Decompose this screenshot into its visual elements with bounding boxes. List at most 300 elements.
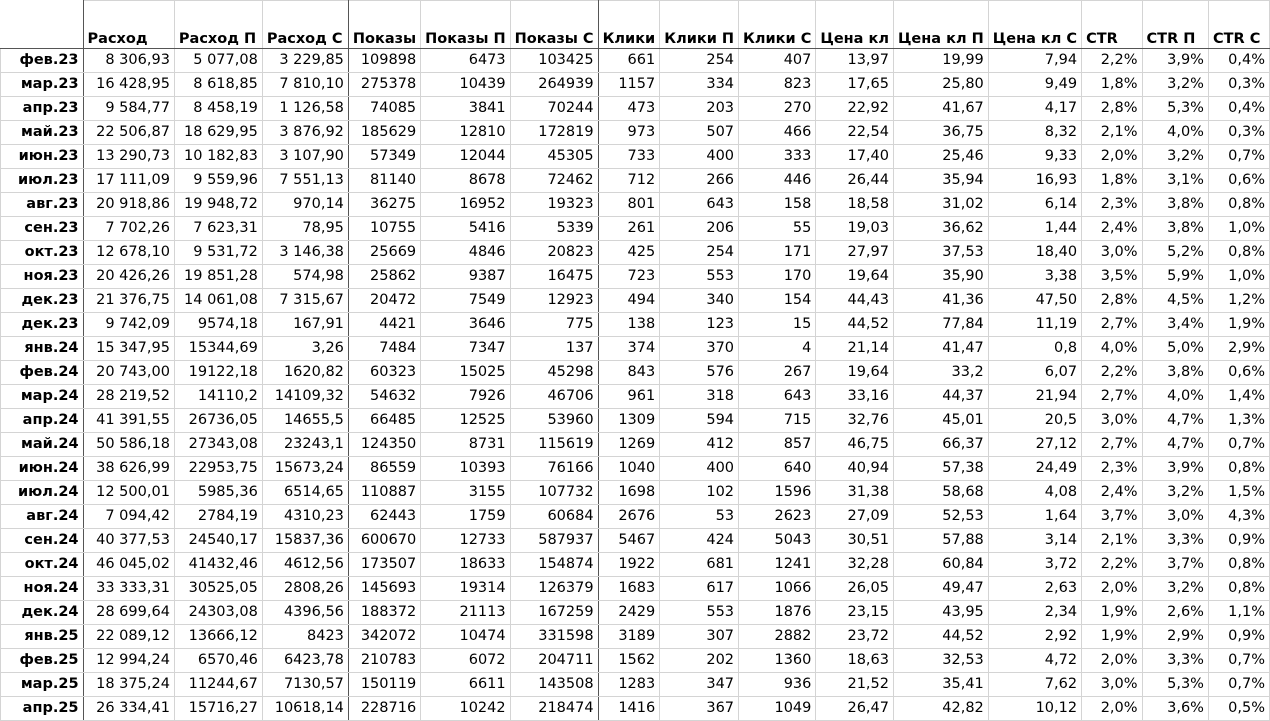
table-cell[interactable]: 0,7% bbox=[1208, 145, 1269, 169]
table-cell[interactable]: 0,7% bbox=[1208, 433, 1269, 457]
table-cell[interactable]: 3155 bbox=[421, 481, 510, 505]
table-cell[interactable]: 72462 bbox=[510, 169, 598, 193]
table-cell[interactable]: 275378 bbox=[348, 73, 420, 97]
table-cell[interactable]: 13 290,73 bbox=[83, 145, 174, 169]
table-cell[interactable]: 74085 bbox=[348, 97, 420, 121]
row-month-label[interactable]: ноя.23 bbox=[1, 265, 84, 289]
table-cell[interactable]: 3,0% bbox=[1082, 241, 1142, 265]
table-cell[interactable]: 36275 bbox=[348, 193, 420, 217]
table-cell[interactable]: 2,3% bbox=[1082, 457, 1142, 481]
table-cell[interactable]: 5043 bbox=[739, 529, 816, 553]
table-cell[interactable]: 0,8% bbox=[1208, 241, 1269, 265]
table-cell[interactable]: 1,5% bbox=[1208, 481, 1269, 505]
table-cell[interactable]: 347 bbox=[660, 673, 739, 697]
table-cell[interactable]: 16,93 bbox=[988, 169, 1081, 193]
table-cell[interactable]: 3,2% bbox=[1142, 145, 1208, 169]
row-month-label[interactable]: июл.24 bbox=[1, 481, 84, 505]
table-cell[interactable]: 1283 bbox=[598, 673, 660, 697]
table-cell[interactable]: 9387 bbox=[421, 265, 510, 289]
table-cell[interactable]: 30,51 bbox=[816, 529, 894, 553]
table-cell[interactable]: 1876 bbox=[739, 601, 816, 625]
table-cell[interactable]: 138 bbox=[598, 313, 660, 337]
table-cell[interactable]: 36,75 bbox=[893, 121, 988, 145]
row-month-label[interactable]: авг.23 bbox=[1, 193, 84, 217]
table-cell[interactable]: 1040 bbox=[598, 457, 660, 481]
table-cell[interactable]: 102 bbox=[660, 481, 739, 505]
table-cell[interactable]: 35,90 bbox=[893, 265, 988, 289]
table-cell[interactable]: 41 391,55 bbox=[83, 409, 174, 433]
column-header[interactable]: CTR bbox=[1082, 1, 1142, 49]
table-cell[interactable]: 26,47 bbox=[816, 697, 894, 721]
table-cell[interactable]: 19314 bbox=[421, 577, 510, 601]
table-cell[interactable]: 0,8% bbox=[1208, 577, 1269, 601]
table-cell[interactable]: 1620,82 bbox=[262, 361, 348, 385]
row-month-label[interactable]: мар.24 bbox=[1, 385, 84, 409]
header-corner[interactable] bbox=[1, 1, 84, 49]
table-cell[interactable]: 1562 bbox=[598, 649, 660, 673]
table-cell[interactable]: 3,9% bbox=[1142, 49, 1208, 73]
table-cell[interactable]: 342072 bbox=[348, 625, 420, 649]
table-cell[interactable]: 13666,12 bbox=[174, 625, 262, 649]
table-cell[interactable]: 22 089,12 bbox=[83, 625, 174, 649]
table-cell[interactable]: 7,94 bbox=[988, 49, 1081, 73]
table-cell[interactable]: 2,4% bbox=[1082, 217, 1142, 241]
table-cell[interactable]: 167,91 bbox=[262, 313, 348, 337]
table-cell[interactable]: 643 bbox=[660, 193, 739, 217]
table-cell[interactable]: 0,5% bbox=[1208, 697, 1269, 721]
table-cell[interactable]: 473 bbox=[598, 97, 660, 121]
table-cell[interactable]: 2676 bbox=[598, 505, 660, 529]
table-cell[interactable]: 19122,18 bbox=[174, 361, 262, 385]
table-cell[interactable]: 425 bbox=[598, 241, 660, 265]
table-cell[interactable]: 19323 bbox=[510, 193, 598, 217]
table-cell[interactable]: 204711 bbox=[510, 649, 598, 673]
table-cell[interactable]: 38 626,99 bbox=[83, 457, 174, 481]
table-cell[interactable]: 3,7% bbox=[1082, 505, 1142, 529]
table-cell[interactable]: 32,76 bbox=[816, 409, 894, 433]
table-cell[interactable]: 7,62 bbox=[988, 673, 1081, 697]
table-cell[interactable]: 2882 bbox=[739, 625, 816, 649]
table-cell[interactable]: 42,82 bbox=[893, 697, 988, 721]
table-cell[interactable]: 7130,57 bbox=[262, 673, 348, 697]
table-cell[interactable]: 20 743,00 bbox=[83, 361, 174, 385]
table-cell[interactable]: 33,2 bbox=[893, 361, 988, 385]
table-cell[interactable]: 640 bbox=[739, 457, 816, 481]
table-cell[interactable]: 46,75 bbox=[816, 433, 894, 457]
table-cell[interactable]: 333 bbox=[739, 145, 816, 169]
table-cell[interactable]: 1,9% bbox=[1082, 625, 1142, 649]
table-cell[interactable]: 3,3% bbox=[1142, 649, 1208, 673]
table-cell[interactable]: 6,07 bbox=[988, 361, 1081, 385]
table-cell[interactable]: 424 bbox=[660, 529, 739, 553]
table-cell[interactable]: 27343,08 bbox=[174, 433, 262, 457]
table-cell[interactable]: 25,46 bbox=[893, 145, 988, 169]
table-cell[interactable]: 600670 bbox=[348, 529, 420, 553]
table-cell[interactable]: 109898 bbox=[348, 49, 420, 73]
table-cell[interactable]: 115619 bbox=[510, 433, 598, 457]
table-cell[interactable]: 0,8% bbox=[1208, 457, 1269, 481]
table-cell[interactable]: 4,08 bbox=[988, 481, 1081, 505]
table-cell[interactable]: 9,49 bbox=[988, 73, 1081, 97]
table-cell[interactable]: 9 559,96 bbox=[174, 169, 262, 193]
table-cell[interactable]: 857 bbox=[739, 433, 816, 457]
table-cell[interactable]: 35,94 bbox=[893, 169, 988, 193]
table-cell[interactable]: 3,26 bbox=[262, 337, 348, 361]
row-month-label[interactable]: окт.24 bbox=[1, 553, 84, 577]
table-cell[interactable]: 19,64 bbox=[816, 265, 894, 289]
table-cell[interactable]: 20 426,26 bbox=[83, 265, 174, 289]
table-cell[interactable]: 617 bbox=[660, 577, 739, 601]
table-cell[interactable]: 5,0% bbox=[1142, 337, 1208, 361]
table-cell[interactable]: 3,9% bbox=[1142, 457, 1208, 481]
table-cell[interactable]: 188372 bbox=[348, 601, 420, 625]
table-cell[interactable]: 14 061,08 bbox=[174, 289, 262, 313]
table-cell[interactable]: 171 bbox=[739, 241, 816, 265]
table-cell[interactable]: 5416 bbox=[421, 217, 510, 241]
table-cell[interactable]: 15673,24 bbox=[262, 457, 348, 481]
table-cell[interactable]: 41,36 bbox=[893, 289, 988, 313]
table-cell[interactable]: 1066 bbox=[739, 577, 816, 601]
table-cell[interactable]: 23,15 bbox=[816, 601, 894, 625]
table-cell[interactable]: 10618,14 bbox=[262, 697, 348, 721]
table-cell[interactable]: 22953,75 bbox=[174, 457, 262, 481]
table-cell[interactable]: 6570,46 bbox=[174, 649, 262, 673]
table-cell[interactable]: 15344,69 bbox=[174, 337, 262, 361]
table-cell[interactable]: 775 bbox=[510, 313, 598, 337]
table-cell[interactable]: 22 506,87 bbox=[83, 121, 174, 145]
table-cell[interactable]: 270 bbox=[739, 97, 816, 121]
table-cell[interactable]: 3,0% bbox=[1142, 505, 1208, 529]
table-cell[interactable]: 1,44 bbox=[988, 217, 1081, 241]
table-cell[interactable]: 45298 bbox=[510, 361, 598, 385]
column-header[interactable]: Клики bbox=[598, 1, 660, 49]
row-month-label[interactable]: фев.24 bbox=[1, 361, 84, 385]
table-cell[interactable]: 574,98 bbox=[262, 265, 348, 289]
table-cell[interactable]: 4612,56 bbox=[262, 553, 348, 577]
table-cell[interactable]: 27,12 bbox=[988, 433, 1081, 457]
table-cell[interactable]: 261 bbox=[598, 217, 660, 241]
table-cell[interactable]: 30525,05 bbox=[174, 577, 262, 601]
table-cell[interactable]: 107732 bbox=[510, 481, 598, 505]
table-cell[interactable]: 57,38 bbox=[893, 457, 988, 481]
table-cell[interactable]: 60,84 bbox=[893, 553, 988, 577]
table-cell[interactable]: 3,8% bbox=[1142, 361, 1208, 385]
row-month-label[interactable]: янв.24 bbox=[1, 337, 84, 361]
table-cell[interactable]: 12 500,01 bbox=[83, 481, 174, 505]
table-cell[interactable]: 331598 bbox=[510, 625, 598, 649]
table-cell[interactable]: 2,8% bbox=[1082, 97, 1142, 121]
table-cell[interactable]: 10439 bbox=[421, 73, 510, 97]
table-cell[interactable]: 81140 bbox=[348, 169, 420, 193]
table-cell[interactable]: 20,5 bbox=[988, 409, 1081, 433]
table-cell[interactable]: 25,80 bbox=[893, 73, 988, 97]
table-cell[interactable]: 712 bbox=[598, 169, 660, 193]
table-cell[interactable]: 20472 bbox=[348, 289, 420, 313]
table-cell[interactable]: 0,8% bbox=[1208, 193, 1269, 217]
table-cell[interactable]: 10474 bbox=[421, 625, 510, 649]
row-month-label[interactable]: июн.23 bbox=[1, 145, 84, 169]
table-cell[interactable]: 7 810,10 bbox=[262, 73, 348, 97]
table-cell[interactable]: 1157 bbox=[598, 73, 660, 97]
table-cell[interactable]: 936 bbox=[739, 673, 816, 697]
table-cell[interactable]: 4,3% bbox=[1208, 505, 1269, 529]
table-cell[interactable]: 10242 bbox=[421, 697, 510, 721]
table-cell[interactable]: 41432,46 bbox=[174, 553, 262, 577]
table-cell[interactable]: 11,19 bbox=[988, 313, 1081, 337]
table-cell[interactable]: 973 bbox=[598, 121, 660, 145]
row-month-label[interactable]: май.23 bbox=[1, 121, 84, 145]
table-cell[interactable]: 60323 bbox=[348, 361, 420, 385]
table-cell[interactable]: 334 bbox=[660, 73, 739, 97]
table-cell[interactable]: 20823 bbox=[510, 241, 598, 265]
table-cell[interactable]: 2,7% bbox=[1082, 313, 1142, 337]
table-cell[interactable]: 3 876,92 bbox=[262, 121, 348, 145]
table-cell[interactable]: 1,4% bbox=[1208, 385, 1269, 409]
table-cell[interactable]: 32,28 bbox=[816, 553, 894, 577]
column-header[interactable]: Расход С bbox=[262, 1, 348, 49]
row-month-label[interactable]: окт.23 bbox=[1, 241, 84, 265]
table-cell[interactable]: 266 bbox=[660, 169, 739, 193]
table-cell[interactable]: 2,1% bbox=[1082, 121, 1142, 145]
table-cell[interactable]: 2,9% bbox=[1208, 337, 1269, 361]
table-cell[interactable]: 4,72 bbox=[988, 649, 1081, 673]
table-cell[interactable]: 4,0% bbox=[1142, 385, 1208, 409]
table-cell[interactable]: 2,3% bbox=[1082, 193, 1142, 217]
row-month-label[interactable]: май.24 bbox=[1, 433, 84, 457]
table-cell[interactable]: 3,14 bbox=[988, 529, 1081, 553]
row-month-label[interactable]: апр.24 bbox=[1, 409, 84, 433]
table-cell[interactable]: 18 629,95 bbox=[174, 121, 262, 145]
table-cell[interactable]: 5339 bbox=[510, 217, 598, 241]
table-cell[interactable]: 28 219,52 bbox=[83, 385, 174, 409]
table-cell[interactable]: 367 bbox=[660, 697, 739, 721]
table-cell[interactable]: 4 bbox=[739, 337, 816, 361]
table-cell[interactable]: 18633 bbox=[421, 553, 510, 577]
table-cell[interactable]: 8 458,19 bbox=[174, 97, 262, 121]
table-cell[interactable]: 41,67 bbox=[893, 97, 988, 121]
table-cell[interactable]: 1,64 bbox=[988, 505, 1081, 529]
table-cell[interactable]: 13,97 bbox=[816, 49, 894, 73]
table-cell[interactable]: 53 bbox=[660, 505, 739, 529]
table-cell[interactable]: 643 bbox=[739, 385, 816, 409]
table-cell[interactable]: 145693 bbox=[348, 577, 420, 601]
row-month-label[interactable]: дек.24 bbox=[1, 601, 84, 625]
table-cell[interactable]: 2429 bbox=[598, 601, 660, 625]
column-header[interactable]: CTR С bbox=[1208, 1, 1269, 49]
table-cell[interactable]: 9,33 bbox=[988, 145, 1081, 169]
table-cell[interactable]: 4,0% bbox=[1082, 337, 1142, 361]
table-cell[interactable]: 2,63 bbox=[988, 577, 1081, 601]
table-cell[interactable]: 8,32 bbox=[988, 121, 1081, 145]
table-cell[interactable]: 5,3% bbox=[1142, 673, 1208, 697]
table-cell[interactable]: 7549 bbox=[421, 289, 510, 313]
table-cell[interactable]: 1596 bbox=[739, 481, 816, 505]
table-cell[interactable]: 594 bbox=[660, 409, 739, 433]
table-cell[interactable]: 26 334,41 bbox=[83, 697, 174, 721]
table-cell[interactable]: 6,14 bbox=[988, 193, 1081, 217]
table-cell[interactable]: 4,0% bbox=[1142, 121, 1208, 145]
table-cell[interactable]: 2784,19 bbox=[174, 505, 262, 529]
table-cell[interactable]: 12923 bbox=[510, 289, 598, 313]
table-cell[interactable]: 0,4% bbox=[1208, 49, 1269, 73]
table-cell[interactable]: 15716,27 bbox=[174, 697, 262, 721]
table-cell[interactable]: 2,4% bbox=[1082, 481, 1142, 505]
row-month-label[interactable]: июл.23 bbox=[1, 169, 84, 193]
table-cell[interactable]: 961 bbox=[598, 385, 660, 409]
table-cell[interactable]: 2,2% bbox=[1082, 553, 1142, 577]
table-cell[interactable]: 36,62 bbox=[893, 217, 988, 241]
table-cell[interactable]: 318 bbox=[660, 385, 739, 409]
table-cell[interactable]: 27,09 bbox=[816, 505, 894, 529]
table-cell[interactable]: 7 551,13 bbox=[262, 169, 348, 193]
table-cell[interactable]: 3841 bbox=[421, 97, 510, 121]
table-cell[interactable]: 44,52 bbox=[893, 625, 988, 649]
table-cell[interactable]: 446 bbox=[739, 169, 816, 193]
column-header[interactable]: Показы С bbox=[510, 1, 598, 49]
table-cell[interactable]: 2,92 bbox=[988, 625, 1081, 649]
table-cell[interactable]: 3 146,38 bbox=[262, 241, 348, 265]
table-cell[interactable]: 715 bbox=[739, 409, 816, 433]
table-cell[interactable]: 0,4% bbox=[1208, 97, 1269, 121]
table-cell[interactable]: 24540,17 bbox=[174, 529, 262, 553]
table-cell[interactable]: 3,2% bbox=[1142, 73, 1208, 97]
table-cell[interactable]: 1,9% bbox=[1208, 313, 1269, 337]
table-cell[interactable]: 20 918,86 bbox=[83, 193, 174, 217]
table-cell[interactable]: 15837,36 bbox=[262, 529, 348, 553]
table-cell[interactable]: 3646 bbox=[421, 313, 510, 337]
table-cell[interactable]: 3,8% bbox=[1142, 217, 1208, 241]
table-cell[interactable]: 0,3% bbox=[1208, 121, 1269, 145]
table-cell[interactable]: 400 bbox=[660, 145, 739, 169]
table-cell[interactable]: 33,16 bbox=[816, 385, 894, 409]
table-cell[interactable]: 4,5% bbox=[1142, 289, 1208, 313]
table-cell[interactable]: 173507 bbox=[348, 553, 420, 577]
row-month-label[interactable]: мар.25 bbox=[1, 673, 84, 697]
table-cell[interactable]: 7 315,67 bbox=[262, 289, 348, 313]
table-cell[interactable]: 10393 bbox=[421, 457, 510, 481]
table-cell[interactable]: 3,5% bbox=[1082, 265, 1142, 289]
table-cell[interactable]: 10 182,83 bbox=[174, 145, 262, 169]
table-cell[interactable]: 3,8% bbox=[1142, 193, 1208, 217]
table-cell[interactable]: 37,53 bbox=[893, 241, 988, 265]
table-cell[interactable]: 66,37 bbox=[893, 433, 988, 457]
table-cell[interactable]: 1,8% bbox=[1082, 169, 1142, 193]
table-cell[interactable]: 26,44 bbox=[816, 169, 894, 193]
column-header[interactable]: Расход П bbox=[174, 1, 262, 49]
table-cell[interactable]: 43,95 bbox=[893, 601, 988, 625]
table-cell[interactable]: 12 994,24 bbox=[83, 649, 174, 673]
table-cell[interactable]: 41,47 bbox=[893, 337, 988, 361]
table-cell[interactable]: 31,38 bbox=[816, 481, 894, 505]
table-cell[interactable]: 110887 bbox=[348, 481, 420, 505]
table-cell[interactable]: 5,9% bbox=[1142, 265, 1208, 289]
table-cell[interactable]: 2,7% bbox=[1082, 385, 1142, 409]
table-cell[interactable]: 14655,5 bbox=[262, 409, 348, 433]
table-cell[interactable]: 7484 bbox=[348, 337, 420, 361]
table-cell[interactable]: 3,6% bbox=[1142, 697, 1208, 721]
table-cell[interactable]: 16475 bbox=[510, 265, 598, 289]
table-cell[interactable]: 45,01 bbox=[893, 409, 988, 433]
table-cell[interactable]: 1,0% bbox=[1208, 265, 1269, 289]
table-cell[interactable]: 2808,26 bbox=[262, 577, 348, 601]
table-cell[interactable]: 12733 bbox=[421, 529, 510, 553]
table-cell[interactable]: 823 bbox=[739, 73, 816, 97]
table-cell[interactable]: 77,84 bbox=[893, 313, 988, 337]
table-cell[interactable]: 407 bbox=[739, 49, 816, 73]
table-cell[interactable]: 1,9% bbox=[1082, 601, 1142, 625]
table-cell[interactable]: 19,03 bbox=[816, 217, 894, 241]
table-cell[interactable]: 587937 bbox=[510, 529, 598, 553]
table-cell[interactable]: 57,88 bbox=[893, 529, 988, 553]
table-cell[interactable]: 3,2% bbox=[1142, 481, 1208, 505]
table-cell[interactable]: 1049 bbox=[739, 697, 816, 721]
table-cell[interactable]: 18,58 bbox=[816, 193, 894, 217]
table-cell[interactable]: 681 bbox=[660, 553, 739, 577]
table-cell[interactable]: 158 bbox=[739, 193, 816, 217]
table-cell[interactable]: 44,43 bbox=[816, 289, 894, 313]
table-cell[interactable]: 19 851,28 bbox=[174, 265, 262, 289]
table-cell[interactable]: 23243,1 bbox=[262, 433, 348, 457]
table-cell[interactable]: 970,14 bbox=[262, 193, 348, 217]
table-cell[interactable]: 21,14 bbox=[816, 337, 894, 361]
table-cell[interactable]: 8678 bbox=[421, 169, 510, 193]
row-month-label[interactable]: сен.24 bbox=[1, 529, 84, 553]
table-cell[interactable]: 143508 bbox=[510, 673, 598, 697]
table-cell[interactable]: 45305 bbox=[510, 145, 598, 169]
table-cell[interactable]: 1,1% bbox=[1208, 601, 1269, 625]
table-cell[interactable]: 1309 bbox=[598, 409, 660, 433]
column-header[interactable]: CTR П bbox=[1142, 1, 1208, 49]
table-cell[interactable]: 50 586,18 bbox=[83, 433, 174, 457]
table-cell[interactable]: 24303,08 bbox=[174, 601, 262, 625]
table-cell[interactable]: 1759 bbox=[421, 505, 510, 529]
table-cell[interactable]: 9574,18 bbox=[174, 313, 262, 337]
table-cell[interactable]: 21,52 bbox=[816, 673, 894, 697]
table-cell[interactable]: 507 bbox=[660, 121, 739, 145]
table-cell[interactable]: 7926 bbox=[421, 385, 510, 409]
table-cell[interactable]: 3,38 bbox=[988, 265, 1081, 289]
column-header[interactable]: Показы П bbox=[421, 1, 510, 49]
table-cell[interactable]: 26,05 bbox=[816, 577, 894, 601]
table-cell[interactable]: 12044 bbox=[421, 145, 510, 169]
table-cell[interactable]: 2623 bbox=[739, 505, 816, 529]
table-cell[interactable]: 466 bbox=[739, 121, 816, 145]
table-cell[interactable]: 2,9% bbox=[1142, 625, 1208, 649]
table-cell[interactable]: 3 229,85 bbox=[262, 49, 348, 73]
table-cell[interactable]: 801 bbox=[598, 193, 660, 217]
table-cell[interactable]: 494 bbox=[598, 289, 660, 313]
table-cell[interactable]: 4396,56 bbox=[262, 601, 348, 625]
table-cell[interactable]: 170 bbox=[739, 265, 816, 289]
column-header[interactable]: Клики С bbox=[739, 1, 816, 49]
table-cell[interactable]: 76166 bbox=[510, 457, 598, 481]
table-cell[interactable]: 21,94 bbox=[988, 385, 1081, 409]
table-cell[interactable]: 5467 bbox=[598, 529, 660, 553]
table-cell[interactable]: 14109,32 bbox=[262, 385, 348, 409]
table-cell[interactable]: 661 bbox=[598, 49, 660, 73]
table-cell[interactable]: 52,53 bbox=[893, 505, 988, 529]
table-cell[interactable]: 24,49 bbox=[988, 457, 1081, 481]
table-cell[interactable]: 123 bbox=[660, 313, 739, 337]
table-cell[interactable]: 15025 bbox=[421, 361, 510, 385]
row-month-label[interactable]: сен.23 bbox=[1, 217, 84, 241]
table-cell[interactable]: 22,54 bbox=[816, 121, 894, 145]
table-cell[interactable]: 0,7% bbox=[1208, 673, 1269, 697]
table-cell[interactable]: 8 618,85 bbox=[174, 73, 262, 97]
table-cell[interactable]: 18,63 bbox=[816, 649, 894, 673]
row-month-label[interactable]: авг.24 bbox=[1, 505, 84, 529]
row-month-label[interactable]: апр.23 bbox=[1, 97, 84, 121]
